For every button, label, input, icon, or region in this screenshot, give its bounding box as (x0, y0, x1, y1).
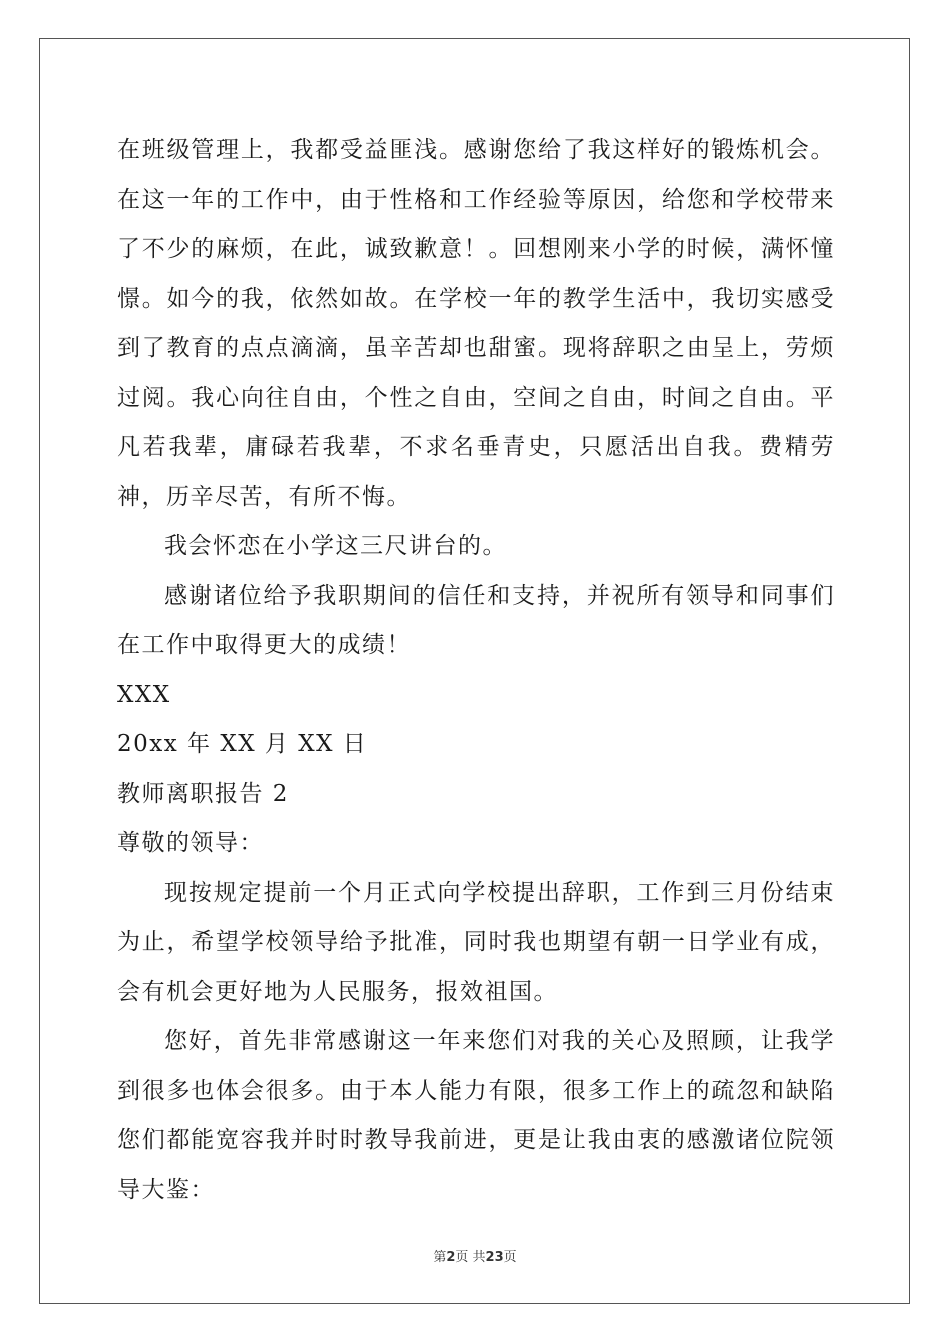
footer-mid: 页 共 (455, 1250, 486, 1265)
paragraph-lectern: 我会怀恋在小学这三尺讲台的。 (164, 533, 507, 559)
section-title: 教师离职报告 2 (117, 780, 289, 807)
document-body (117, 126, 835, 1215)
footer-prefix: 第 (433, 1250, 447, 1265)
signature-name: XXX (117, 681, 171, 708)
paragraph-thanks: 感谢诸位给予我职期间的信任和支持，并祝所有领导和同事们在工作中取得更大的成绩！ (117, 582, 835, 658)
paragraph-continued: 在班级管理上，我都受益匪浅。感谢您给了我这样好的锻炼机会。在这一年的工作中，由于性格和工作经验等原因，给您和学校带来了不少的麻烦，在此，诚致歉意！。回想刚来小学的时候，满怀憧憬。如今的我，依然如故。在学校一年的教学生活中，我切实感受到了教育的点点滴滴，虽辛苦却也甜蜜。现将辞职之由呈上，劳烦过阅。我心向往自由，个性之自由，空间之自由，时间之自由。平凡若我辈，庸碌若我辈，不求名垂青史，只愿活出自我。费精劳神，历辛尽苦，有所不悔。 (117, 137, 835, 510)
paragraph-gratitude: 您好，首先非常感谢这一年来您们对我的关心及照顾，让我学到很多也体会很多。由于本人能力有限，很多工作上的疏忽和缺陷您们都能宽容我并时时教导我前进，更是让我由衷的感激诸位院领导大鉴： (117, 1028, 835, 1203)
salutation: 尊敬的领导： (117, 830, 264, 856)
page-footer (0, 1246, 950, 1265)
footer-page-number: 2 (446, 1250, 456, 1265)
signature-date: 20xx 年 XX 月 XX 日 (117, 731, 368, 757)
paragraph-resignation: 现按规定提前一个月正式向学校提出辞职，工作到三月份结束为止，希望学校领导给予批准，同时我也期望有朝一日学业有成，会有机会更好地为人民服务，报效祖国。 (117, 879, 835, 1005)
footer-total-pages: 23 (485, 1250, 504, 1265)
footer-suffix: 页 (503, 1250, 517, 1265)
